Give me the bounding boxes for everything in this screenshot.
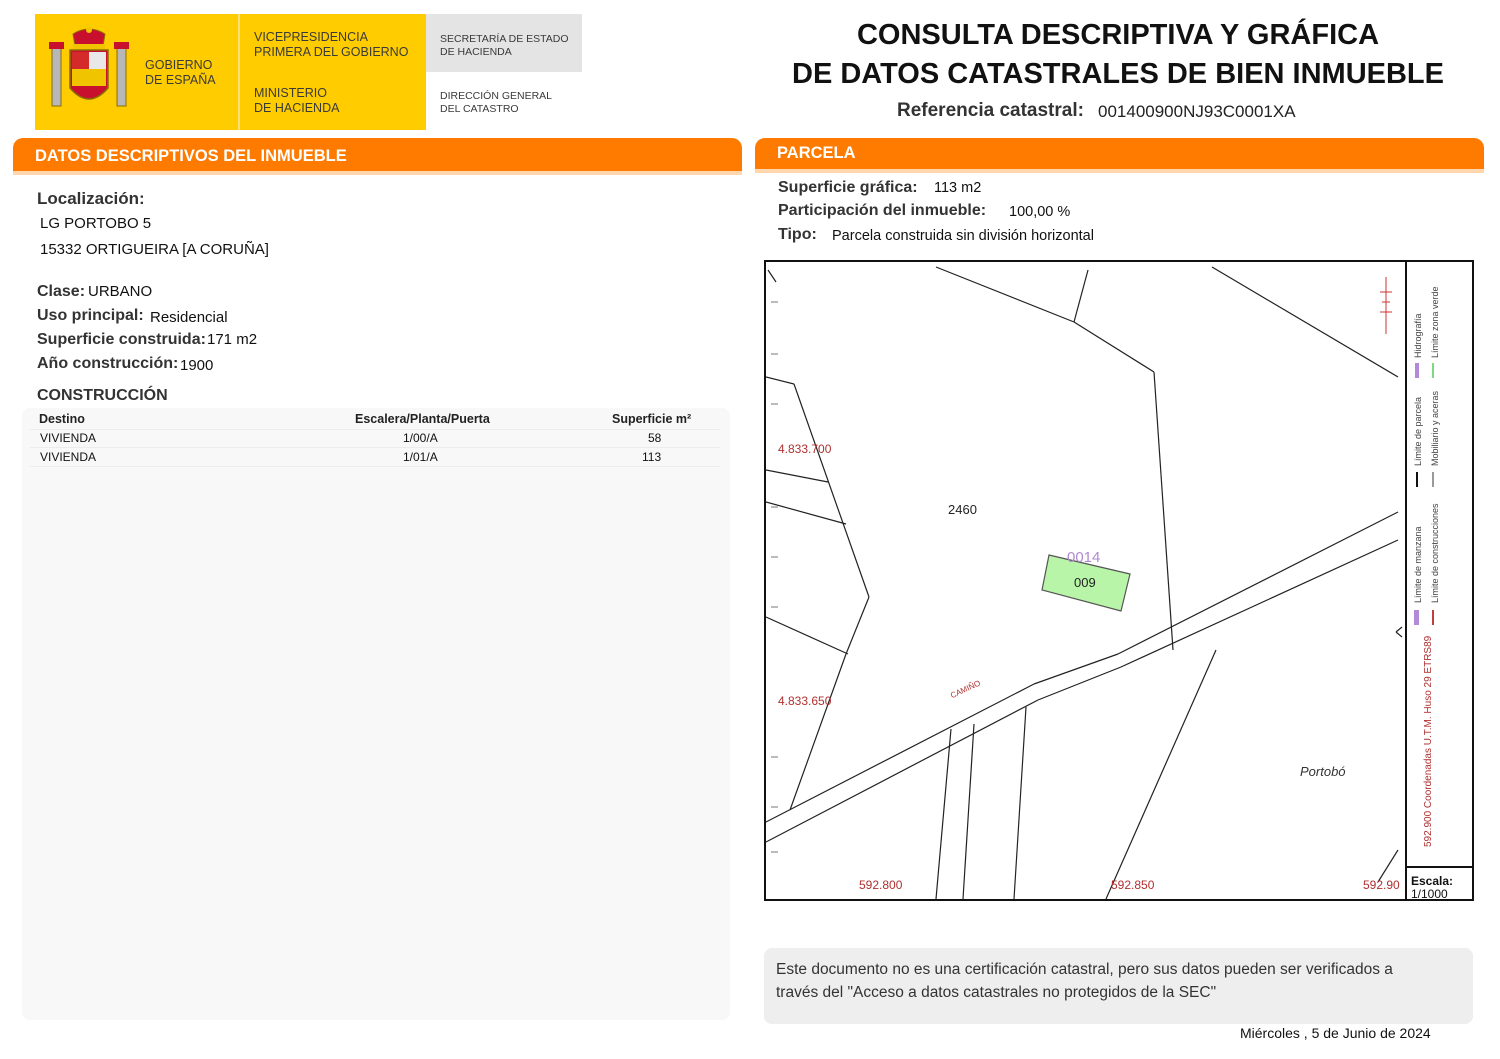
table-header-destino: Destino — [39, 412, 85, 426]
row2-destino: VIVIENDA — [40, 450, 97, 464]
coat-of-arms-icon — [48, 26, 130, 118]
superficie-value: 171 m2 — [207, 331, 258, 348]
sup-grafica-value: 113 m2 — [934, 180, 982, 196]
road-label: CAMIÑO — [949, 678, 982, 701]
legend-manzana: Límite de manzana — [1413, 526, 1423, 603]
construccion-title: CONSTRUCCIÓN — [37, 387, 168, 404]
section-title-inmueble: DATOS DESCRIPTIVOS DEL INMUEBLE — [35, 147, 347, 165]
localizacion-label: Localización: — [37, 189, 145, 208]
construccion-table — [22, 408, 730, 1020]
table-row-line — [30, 447, 720, 448]
row2-superficie: 113 — [642, 450, 662, 464]
table-header-escalera: Escalera/Planta/Puerta — [355, 412, 490, 426]
section-header-inmueble — [13, 138, 742, 171]
legend-hidrografia: Hidrografía — [1413, 313, 1423, 358]
row1-escalera: 1/00/A — [403, 431, 438, 445]
table-header-superficie: Superficie m² — [612, 412, 692, 426]
disclaimer-line2: través del "Acceso a datos catastrales no protegidos de la SEC" — [776, 984, 1217, 1001]
ref-value: 001400900NJ93C0001XA — [1098, 102, 1296, 121]
legend-construcciones: Límite de construcciones — [1430, 503, 1440, 603]
participacion-value: 100,00 % — [1009, 204, 1071, 220]
legend-mobiliario: Mobiliario y aceras — [1430, 390, 1440, 466]
tipo-value: Parcela construida sin división horizontal — [832, 228, 1094, 244]
legend-construcciones-swatch — [1432, 610, 1434, 625]
legend-coords: 592.900 Coordenadas U.T.M. Huso 29 ETRS89 — [1423, 635, 1434, 847]
legend-parcela-swatch — [1416, 472, 1418, 487]
gobierno-text: GOBIERNO DE ESPAÑA — [145, 58, 216, 87]
parcel-top-number: 0014 — [1067, 549, 1101, 566]
section-underline — [13, 171, 742, 175]
section-underline — [755, 169, 1484, 173]
logo-divider — [238, 14, 240, 130]
ref-label: Referencia catastral: — [897, 100, 1084, 121]
disclaimer-line1: Este documento no es una certificación catastral, pero sus datos pueden ser verificados a — [776, 961, 1393, 978]
row1-superficie: 58 — [648, 431, 662, 445]
y-coord-1: 4.833.700 — [778, 442, 832, 456]
legend-hidrografia-swatch — [1415, 363, 1419, 378]
row2-escalera: 1/01/A — [403, 450, 438, 464]
legend-manzana-swatch — [1414, 610, 1419, 625]
parcel-number[interactable]: 009 — [1074, 575, 1096, 590]
legend-zona-verde-swatch — [1432, 363, 1434, 378]
secretaria-text: SECRETARÍA DE ESTADO DE HACIENDA — [440, 33, 569, 58]
legend-zona-verde: Límite zona verde — [1430, 286, 1440, 358]
y-coord-2: 4.833.650 — [778, 694, 832, 708]
uso-value: Residencial — [150, 309, 228, 326]
sup-grafica-label: Superficie gráfica: — [778, 179, 918, 196]
clase-value: URBANO — [88, 283, 153, 300]
legend-mobiliario-swatch — [1432, 472, 1434, 487]
vicepresidencia-text: VICEPRESIDENCIA PRIMERA DEL GOBIERNO — [254, 30, 409, 59]
section-title-parcela: PARCELA — [777, 144, 856, 162]
row1-destino: VIVIENDA — [40, 431, 97, 445]
ministerio-text: MINISTERIO DE HACIENDA — [254, 86, 340, 115]
disclaimer-box — [764, 948, 1473, 1024]
scale-value: 1/1000 — [1411, 887, 1448, 901]
x-coord-3: 592.90 — [1363, 878, 1400, 892]
scale-label: Escala: — [1411, 874, 1454, 888]
table-row-line — [30, 466, 720, 467]
tipo-label: Tipo: — [778, 226, 817, 243]
superficie-label: Superficie construida: — [37, 331, 206, 348]
scale-separator — [1407, 866, 1472, 868]
place-label: Portobó — [1300, 764, 1346, 779]
participacion-label: Participación del inmueble: — [778, 202, 987, 219]
table-header-line — [30, 429, 720, 430]
x-coord-1: 592.800 — [859, 878, 903, 892]
legend-parcela: Límite de parcela — [1413, 396, 1423, 466]
address-line2: 15332 ORTIGUEIRA [A CORUÑA] — [40, 241, 269, 258]
anio-label: Año construcción: — [37, 355, 179, 372]
clase-label: Clase: — [37, 283, 86, 300]
page-title: CONSULTA DESCRIPTIVA Y GRÁFICA DE DATOS CATASTRALES DE BIEN INMUEBLE — [792, 19, 1444, 90]
address-line1: LG PORTOBO 5 — [40, 215, 152, 232]
legend-separator — [1405, 262, 1407, 899]
anio-value: 1900 — [180, 357, 214, 374]
direccion-text: DIRECCIÓN GENERAL DEL CATASTRO — [440, 90, 553, 115]
section-header-parcela — [755, 138, 1484, 169]
document-date: Miércoles , 5 de Junio de 2024 — [1240, 1025, 1431, 1041]
block-number: 2460 — [948, 502, 977, 517]
x-coord-2: 592.850 — [1111, 878, 1155, 892]
uso-label: Uso principal: — [37, 307, 144, 324]
